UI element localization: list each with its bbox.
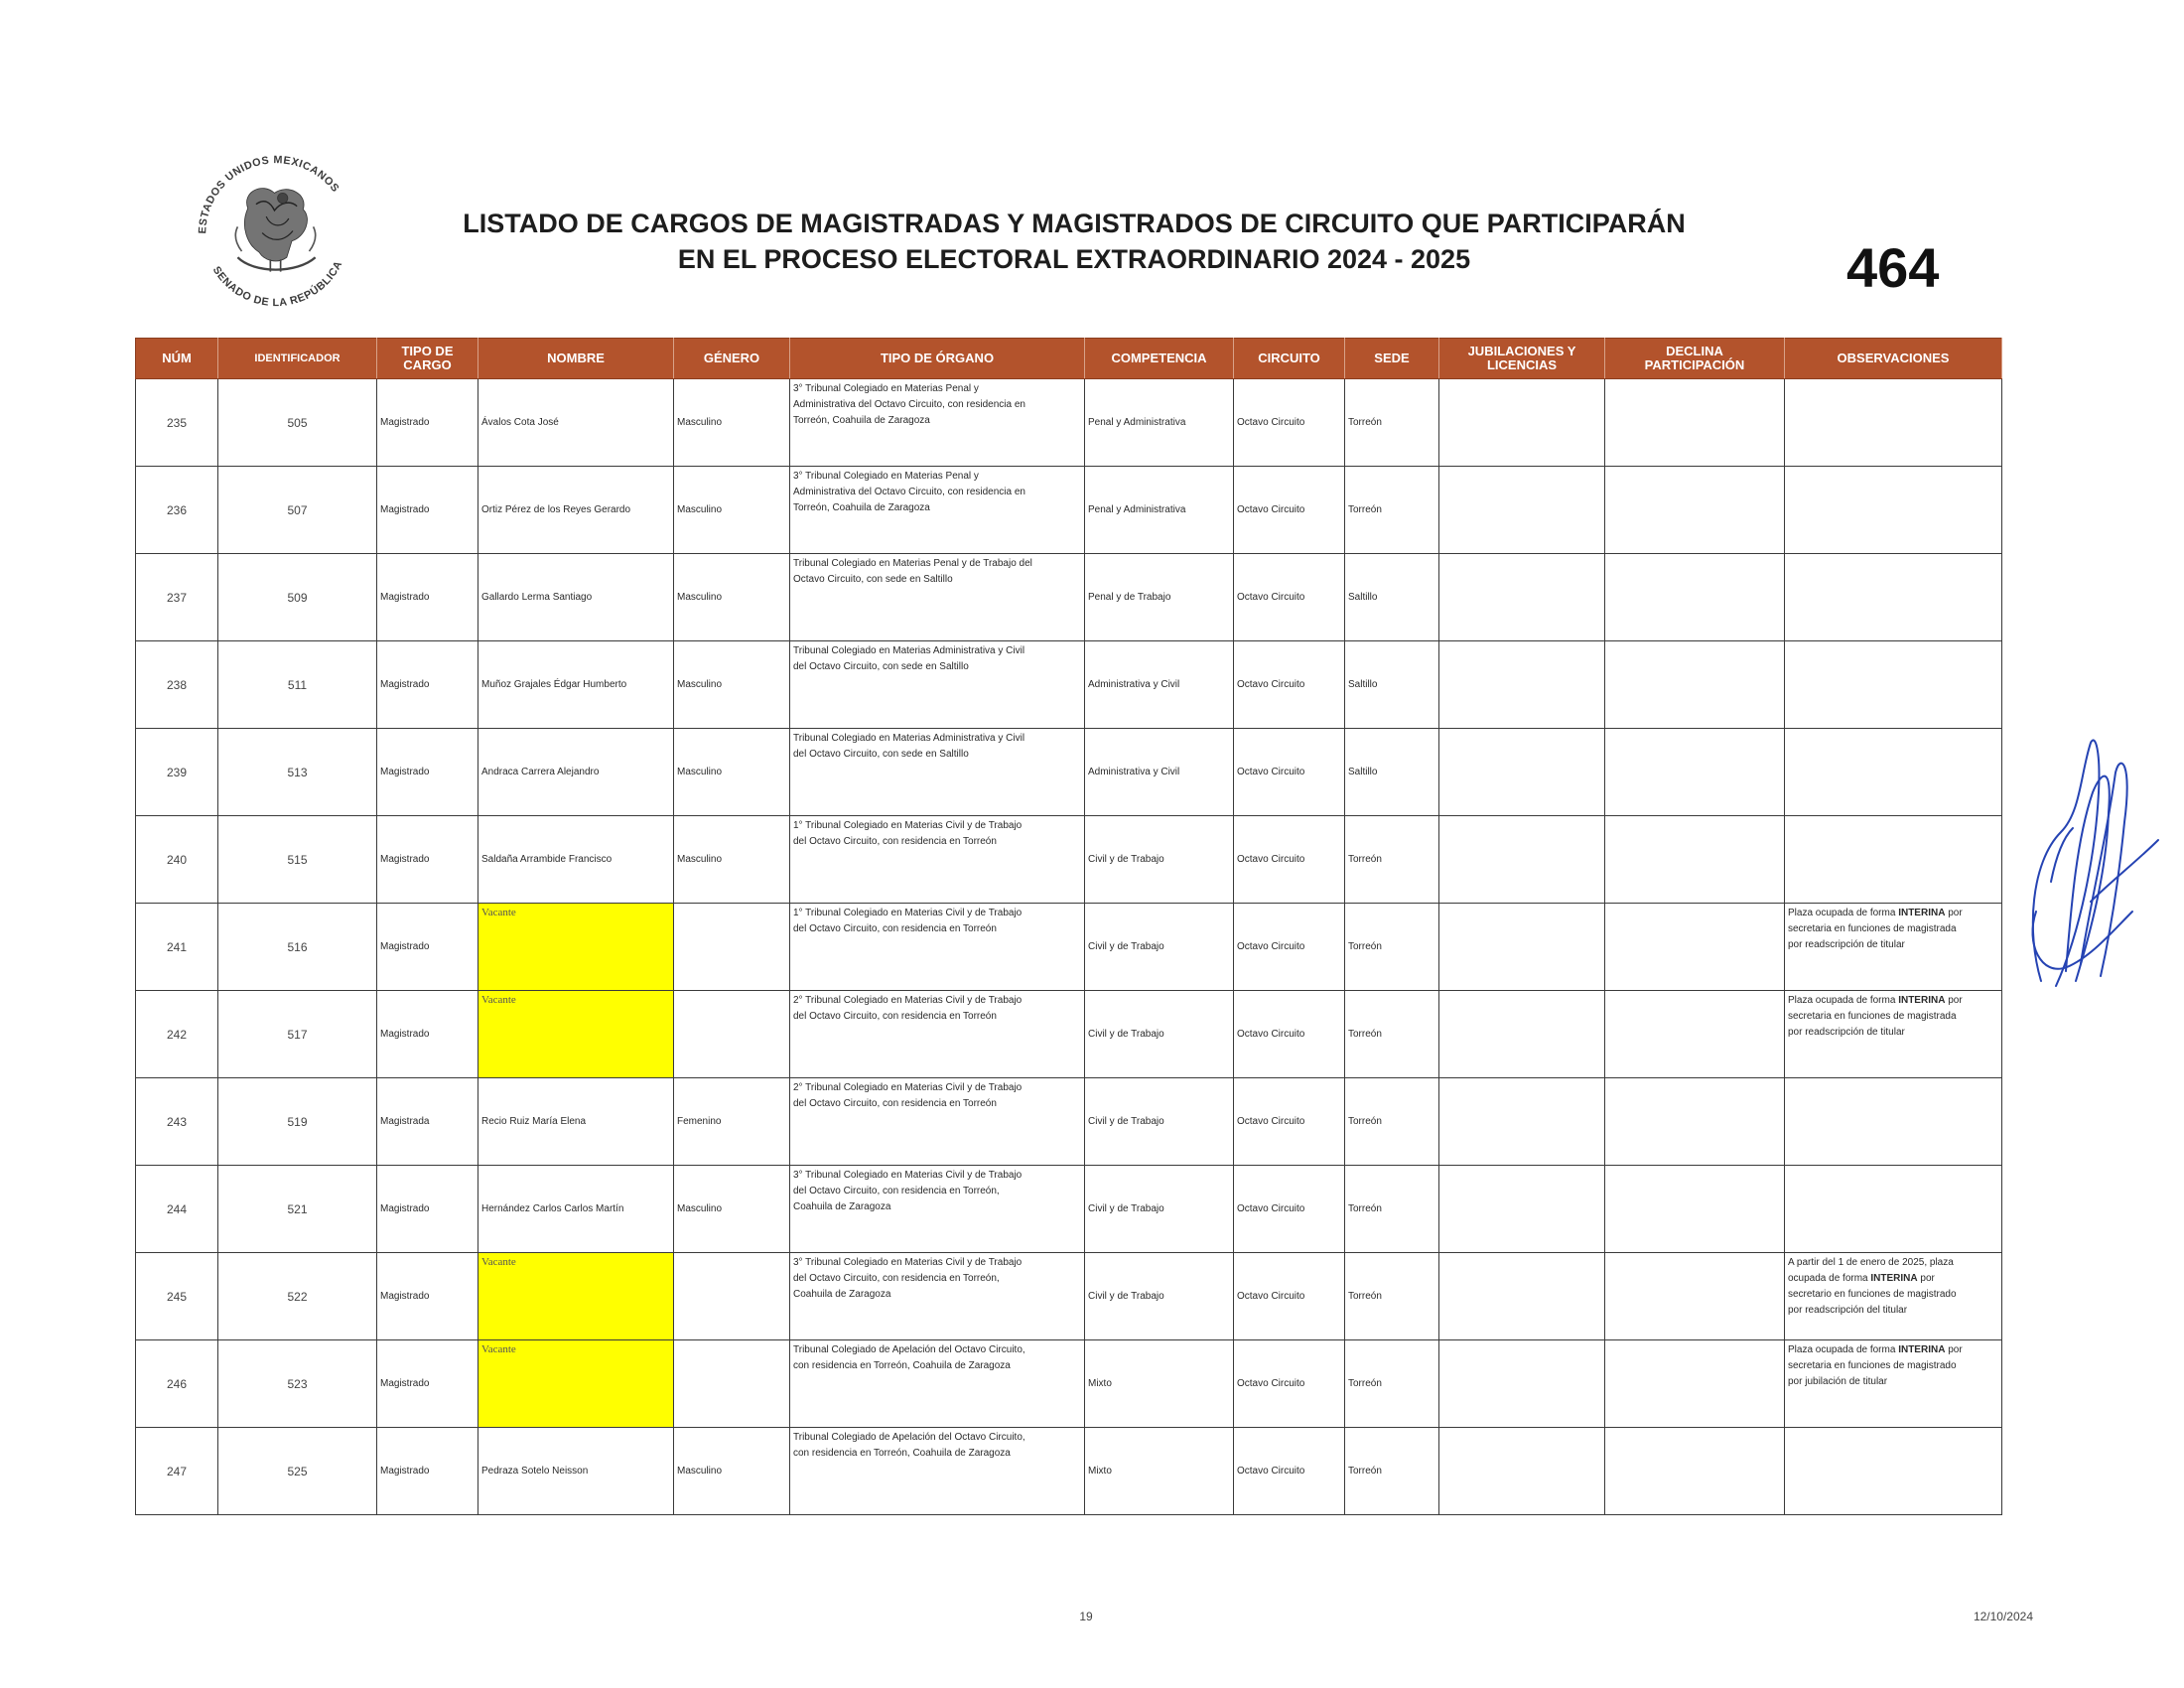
observation-text: Plaza ocupada de forma (1788, 908, 1899, 918)
cell-competencia: Civil y de Trabajo (1085, 1078, 1234, 1166)
cell-jubilaciones (1439, 1340, 1605, 1428)
cell-tipo-cargo: Magistrado (377, 1428, 478, 1515)
cell-sede: Torreón (1345, 991, 1439, 1078)
cell-declina (1605, 729, 1785, 816)
table-row (136, 554, 2002, 641)
cell-tipo-organo: 3° Tribunal Colegiado en Materias Penal y Administrativa del Octavo Circuito, con residencia en Torreón, Coahuila de Zaragoza (790, 379, 1085, 467)
cell-num: 245 (136, 1253, 218, 1340)
table-row (136, 991, 2002, 1078)
cell-jubilaciones (1439, 904, 1605, 991)
cell-circuito: Octavo Circuito (1234, 904, 1345, 991)
cell-declina (1605, 1340, 1785, 1428)
cell-nombre: Gallardo Lerma Santiago (478, 554, 674, 641)
cell-sede: Torreón (1345, 1340, 1439, 1428)
cell-num: 240 (136, 816, 218, 904)
cell-identificador: 517 (218, 991, 377, 1078)
cell-num: 244 (136, 1166, 218, 1253)
cell-observaciones (1785, 641, 2002, 729)
cell-nombre: Hernández Carlos Carlos Martín (478, 1166, 674, 1253)
table-row (136, 379, 2002, 467)
vacante-label: Vacante (481, 907, 516, 918)
header-row (136, 339, 2002, 379)
eagle-emblem (235, 189, 315, 272)
cell-num: 242 (136, 991, 218, 1078)
cell-declina (1605, 379, 1785, 467)
observation-text: por secretario en funciones de magistrado por readscripción del titular (1788, 1273, 1957, 1316)
header-declina: DECLINA PARTICIPACIÓN (1605, 339, 1785, 379)
cell-genero: Masculino (674, 379, 790, 467)
cell-identificador: 509 (218, 554, 377, 641)
cell-jubilaciones (1439, 1078, 1605, 1166)
cell-circuito: Octavo Circuito (1234, 1253, 1345, 1340)
cell-nombre-vacante (478, 1340, 674, 1428)
cell-genero: Femenino (674, 1078, 790, 1166)
cell-observaciones (1785, 467, 2002, 554)
cell-declina (1605, 1166, 1785, 1253)
cell-declina (1605, 554, 1785, 641)
cell-competencia: Civil y de Trabajo (1085, 904, 1234, 991)
cell-declina (1605, 991, 1785, 1078)
cell-observaciones (1785, 816, 2002, 904)
header-sede: SEDE (1345, 339, 1439, 379)
cell-circuito: Octavo Circuito (1234, 1428, 1345, 1515)
cell-identificador: 519 (218, 1078, 377, 1166)
cell-tipo-organo: Tribunal Colegiado de Apelación del Octavo Circuito, con residencia en Torreón, Coahuila de Zaragoza (790, 1428, 1085, 1515)
cell-num: 246 (136, 1340, 218, 1428)
cell-genero (674, 1253, 790, 1340)
cell-tipo-cargo: Magistrado (377, 554, 478, 641)
cell-observaciones (1785, 904, 2002, 991)
cell-genero: Masculino (674, 554, 790, 641)
page-stamp-number: 464 (1846, 236, 1940, 299)
cell-nombre: Ávalos Cota José (478, 379, 674, 467)
cell-num: 243 (136, 1078, 218, 1166)
header-tipo-organo: TIPO DE ÓRGANO (790, 339, 1085, 379)
cell-nombre: Muñoz Grajales Édgar Humberto (478, 641, 674, 729)
cell-observaciones (1785, 1166, 2002, 1253)
cell-tipo-organo: 2° Tribunal Colegiado en Materias Civil y de Trabajo del Octavo Circuito, con residencia en Torreón (790, 991, 1085, 1078)
cell-nombre: Pedraza Sotelo Neisson (478, 1428, 674, 1515)
cell-sede: Torreón (1345, 1166, 1439, 1253)
cell-sede: Torreón (1345, 467, 1439, 554)
table-row (136, 904, 2002, 991)
cell-genero (674, 1340, 790, 1428)
cell-tipo-cargo: Magistrado (377, 641, 478, 729)
cell-circuito: Octavo Circuito (1234, 554, 1345, 641)
cell-genero: Masculino (674, 1428, 790, 1515)
magistrates-table (135, 338, 2002, 1515)
cell-nombre-vacante (478, 904, 674, 991)
cell-num: 237 (136, 554, 218, 641)
cell-sede: Torreón (1345, 1078, 1439, 1166)
page-number: 19 (1079, 1610, 1093, 1623)
cell-competencia: Administrativa y Civil (1085, 641, 1234, 729)
cell-competencia: Penal y Administrativa (1085, 379, 1234, 467)
cell-competencia: Civil y de Trabajo (1085, 1166, 1234, 1253)
cell-nombre-vacante (478, 991, 674, 1078)
table-row (136, 467, 2002, 554)
cell-sede: Saltillo (1345, 641, 1439, 729)
cell-sede: Torreón (1345, 1253, 1439, 1340)
cell-tipo-cargo: Magistrado (377, 1340, 478, 1428)
cell-circuito: Octavo Circuito (1234, 641, 1345, 729)
cell-declina (1605, 1253, 1785, 1340)
table-row (136, 729, 2002, 816)
table-row (136, 1078, 2002, 1166)
cell-num: 238 (136, 641, 218, 729)
observation-bold-text: INTERINA (1898, 908, 1946, 918)
cell-declina (1605, 816, 1785, 904)
cell-jubilaciones (1439, 991, 1605, 1078)
cell-sede: Torreón (1345, 816, 1439, 904)
observation-bold-text: INTERINA (1898, 995, 1946, 1006)
cell-jubilaciones (1439, 554, 1605, 641)
header-competencia: COMPETENCIA (1085, 339, 1234, 379)
table-row (136, 816, 2002, 904)
cell-circuito: Octavo Circuito (1234, 1166, 1345, 1253)
document-date: 12/10/2024 (1973, 1610, 2033, 1623)
cell-tipo-cargo: Magistrado (377, 904, 478, 991)
cell-jubilaciones (1439, 467, 1605, 554)
document-title (330, 206, 1819, 277)
cell-competencia: Civil y de Trabajo (1085, 1253, 1234, 1340)
cell-declina (1605, 641, 1785, 729)
cell-identificador: 525 (218, 1428, 377, 1515)
observation-bold-text: INTERINA (1898, 1344, 1946, 1355)
seal-bottom-text: SENADO DE LA REPÚBLICA (209, 258, 345, 310)
cell-nombre-vacante (478, 1253, 674, 1340)
cell-circuito: Octavo Circuito (1234, 816, 1345, 904)
cell-circuito: Octavo Circuito (1234, 467, 1345, 554)
cell-identificador: 522 (218, 1253, 377, 1340)
cell-num: 236 (136, 467, 218, 554)
cell-circuito: Octavo Circuito (1234, 991, 1345, 1078)
cell-tipo-cargo: Magistrado (377, 991, 478, 1078)
cell-num: 239 (136, 729, 218, 816)
cell-jubilaciones (1439, 1166, 1605, 1253)
cell-identificador: 521 (218, 1166, 377, 1253)
cell-competencia: Civil y de Trabajo (1085, 991, 1234, 1078)
header-circuito: CIRCUITO (1234, 339, 1345, 379)
table-row (136, 641, 2002, 729)
cell-tipo-organo: Tribunal Colegiado de Apelación del Octavo Circuito, con residencia en Torreón, Coahuila de Zaragoza (790, 1340, 1085, 1428)
cell-tipo-cargo: Magistrado (377, 729, 478, 816)
cell-genero: Masculino (674, 816, 790, 904)
cell-tipo-cargo: Magistrado (377, 467, 478, 554)
cell-num: 235 (136, 379, 218, 467)
cell-tipo-organo: Tribunal Colegiado en Materias Penal y de Trabajo del Octavo Circuito, con sede en Saltillo (790, 554, 1085, 641)
header-observaciones: OBSERVACIONES (1785, 339, 2002, 379)
vacante-label: Vacante (481, 1343, 516, 1355)
cell-genero: Masculino (674, 467, 790, 554)
cell-competencia: Mixto (1085, 1428, 1234, 1515)
cell-competencia: Penal y Administrativa (1085, 467, 1234, 554)
cell-declina (1605, 1078, 1785, 1166)
cell-observaciones (1785, 1253, 2002, 1340)
cell-tipo-organo: 1° Tribunal Colegiado en Materias Civil y de Trabajo del Octavo Circuito, con residencia en Torreón (790, 904, 1085, 991)
cell-tipo-cargo: Magistrado (377, 816, 478, 904)
cell-jubilaciones (1439, 1428, 1605, 1515)
cell-jubilaciones (1439, 1253, 1605, 1340)
cell-genero (674, 904, 790, 991)
cell-genero: Masculino (674, 1166, 790, 1253)
cell-sede: Torreón (1345, 379, 1439, 467)
cell-jubilaciones (1439, 729, 1605, 816)
cell-tipo-organo: 3° Tribunal Colegiado en Materias Civil y de Trabajo del Octavo Circuito, con residencia en Torreón, Coahuila de Zaragoza (790, 1166, 1085, 1253)
cell-identificador: 513 (218, 729, 377, 816)
cell-identificador: 516 (218, 904, 377, 991)
header-nombre: NOMBRE (478, 339, 674, 379)
header-identificador: IDENTIFICADOR (218, 339, 377, 379)
header-tipo-cargo: TIPO DE CARGO (377, 339, 478, 379)
observation-bold-text: INTERINA (1870, 1273, 1918, 1284)
cell-observaciones (1785, 554, 2002, 641)
cell-tipo-organo: 3° Tribunal Colegiado en Materias Penal y Administrativa del Octavo Circuito, con residencia en Torreón, Coahuila de Zaragoza (790, 467, 1085, 554)
observation-text: por secretaria en funciones de magistrada por readscripción de titular (1788, 908, 1963, 950)
cell-jubilaciones (1439, 379, 1605, 467)
cell-sede: Torreón (1345, 1428, 1439, 1515)
cell-competencia: Mixto (1085, 1340, 1234, 1428)
cell-competencia: Penal y de Trabajo (1085, 554, 1234, 641)
cell-sede: Saltillo (1345, 554, 1439, 641)
vacante-label: Vacante (481, 994, 516, 1006)
cell-identificador: 523 (218, 1340, 377, 1428)
cell-circuito: Octavo Circuito (1234, 1078, 1345, 1166)
cell-genero: Masculino (674, 641, 790, 729)
title-line-1: LISTADO DE CARGOS DE MAGISTRADAS Y MAGISTRADOS DE CIRCUITO QUE PARTICIPARÁN (463, 209, 1686, 238)
observation-text: Plaza ocupada de forma (1788, 1344, 1899, 1355)
cell-genero: Masculino (674, 729, 790, 816)
cell-identificador: 505 (218, 379, 377, 467)
cell-identificador: 507 (218, 467, 377, 554)
vacante-label: Vacante (481, 1256, 516, 1268)
handwritten-signature (2021, 733, 2160, 996)
cell-jubilaciones (1439, 816, 1605, 904)
cell-num: 247 (136, 1428, 218, 1515)
cell-num: 241 (136, 904, 218, 991)
table-body (136, 379, 2002, 1515)
header-jubilaciones: JUBILACIONES Y LICENCIAS (1439, 339, 1605, 379)
cell-tipo-organo: Tribunal Colegiado en Materias Administrativa y Civil del Octavo Circuito, con sede en Saltillo (790, 641, 1085, 729)
cell-nombre: Recio Ruiz María Elena (478, 1078, 674, 1166)
cell-tipo-cargo: Magistrado (377, 1166, 478, 1253)
observation-text: Plaza ocupada de forma (1788, 995, 1899, 1006)
cell-competencia: Civil y de Trabajo (1085, 816, 1234, 904)
cell-genero (674, 991, 790, 1078)
seal-top-text: ESTADOS UNIDOS MEXICANOS (197, 154, 341, 234)
cell-tipo-organo: 2° Tribunal Colegiado en Materias Civil y de Trabajo del Octavo Circuito, con residencia en Torreón (790, 1078, 1085, 1166)
cell-observaciones (1785, 1078, 2002, 1166)
cell-observaciones (1785, 1428, 2002, 1515)
table-row (136, 1428, 2002, 1515)
cell-nombre: Andraca Carrera Alejandro (478, 729, 674, 816)
table-header (136, 339, 2002, 379)
cell-sede: Saltillo (1345, 729, 1439, 816)
table-row (136, 1340, 2002, 1428)
header-genero: GÉNERO (674, 339, 790, 379)
cell-tipo-cargo: Magistrado (377, 1253, 478, 1340)
cell-declina (1605, 904, 1785, 991)
cell-circuito: Octavo Circuito (1234, 729, 1345, 816)
cell-observaciones (1785, 729, 2002, 816)
cell-circuito: Octavo Circuito (1234, 1340, 1345, 1428)
cell-nombre: Saldaña Arrambide Francisco (478, 816, 674, 904)
cell-competencia: Administrativa y Civil (1085, 729, 1234, 816)
cell-tipo-organo: 3° Tribunal Colegiado en Materias Civil y de Trabajo del Octavo Circuito, con residencia en Torreón, Coahuila de Zaragoza (790, 1253, 1085, 1340)
observation-text: A partir del 1 de enero de 2025, plaza ocupada de forma (1788, 1257, 1954, 1284)
cell-declina (1605, 467, 1785, 554)
cell-declina (1605, 1428, 1785, 1515)
observation-text: por secretaria en funciones de magistrado por jubilación de titular (1788, 1344, 1963, 1387)
cell-circuito: Octavo Circuito (1234, 379, 1345, 467)
cell-jubilaciones (1439, 641, 1605, 729)
cell-observaciones (1785, 379, 2002, 467)
header-num: NÚM (136, 339, 218, 379)
cell-tipo-cargo: Magistrado (377, 379, 478, 467)
title-line-2: EN EL PROCESO ELECTORAL EXTRAORDINARIO 2024 - 2025 (677, 244, 1471, 274)
table-row (136, 1253, 2002, 1340)
observation-text: por secretaria en funciones de magistrada por readscripción de titular (1788, 995, 1963, 1038)
cell-tipo-organo: Tribunal Colegiado en Materias Administrativa y Civil del Octavo Circuito, con sede en Saltillo (790, 729, 1085, 816)
cell-tipo-organo: 1° Tribunal Colegiado en Materias Civil y de Trabajo del Octavo Circuito, con residencia en Torreón (790, 816, 1085, 904)
cell-identificador: 515 (218, 816, 377, 904)
cell-tipo-cargo: Magistrada (377, 1078, 478, 1166)
cell-observaciones (1785, 1340, 2002, 1428)
cell-identificador: 511 (218, 641, 377, 729)
cell-sede: Torreón (1345, 904, 1439, 991)
table-row (136, 1166, 2002, 1253)
cell-nombre: Ortiz Pérez de los Reyes Gerardo (478, 467, 674, 554)
cell-observaciones (1785, 991, 2002, 1078)
